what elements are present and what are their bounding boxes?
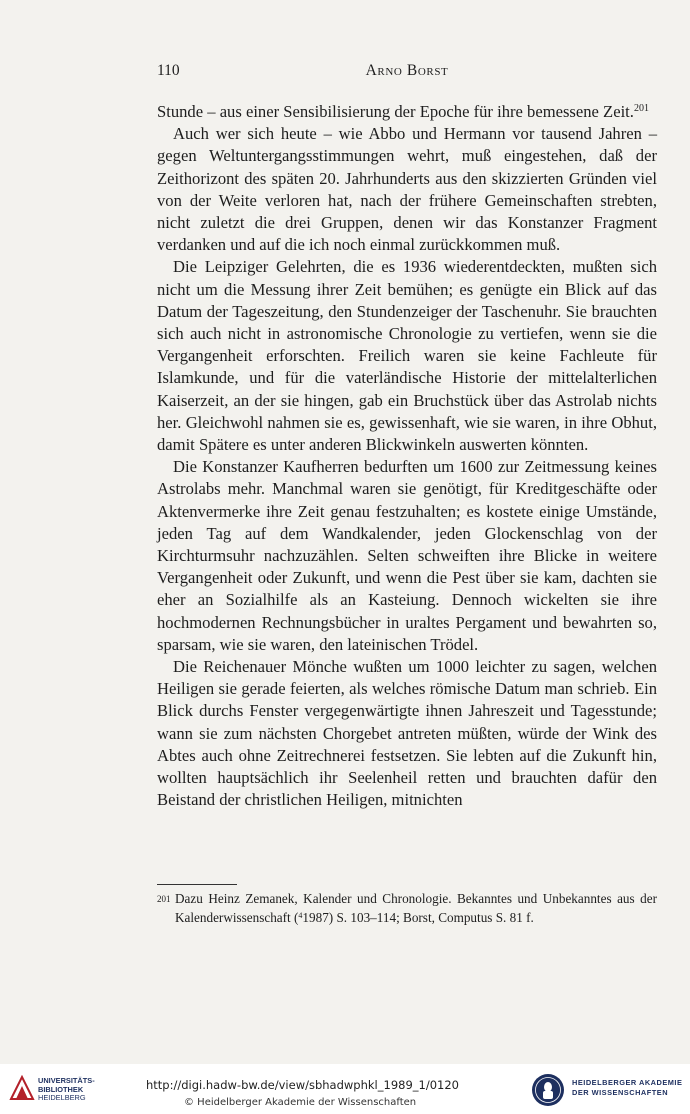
paragraph-2: Auch wer sich heute – wie Abbo und Hermann vor tausend Jahren – gegen Weltuntergangsstimmungen wehrt, muß eingestehen, daß der Zeithorizont des späten 20. Jahrhunderts aus den skizzierten Gründen viel von der Weite verloren hat, nach der frühere Gemeinschaften strebten, nicht zuletzt die drei Gruppen, denen wir das Konstanzer Fragment verdanken und auf die ich noch einmal zurückkommen muß.: [157, 124, 657, 255]
footnote-number: 201: [157, 894, 171, 904]
paragraph-1: Stunde – aus einer Sensibilisierung der Epoche für ihre bemessene Zeit.$^{201}$: [157, 102, 649, 121]
main-text: [157, 101, 657, 812]
academy-seal-icon[interactable]: [531, 1073, 565, 1107]
university-library-logo-icon[interactable]: [9, 1075, 35, 1101]
footnote-edition: 4: [298, 910, 303, 920]
footnote-divider: [157, 884, 237, 885]
footnote-text: Dazu Heinz Zemanek, Kalender und Chronologie. Bekanntes und Unbekanntes aus der Kalenderwissenschaft ($^4$1987) S. 103–114; Borst, Computus S. 81 f.: [175, 891, 657, 925]
page-number: 110: [157, 62, 180, 79]
digitization-footer: [0, 1064, 690, 1114]
copyright-notice: © Heidelberger Akademie der Wissenschaften: [184, 1097, 417, 1108]
university-library-name[interactable]: UNIVERSITÄTS- BIBLIOTHEK HEIDELBERG: [38, 1076, 95, 1102]
paragraph-4: Die Konstanzer Kaufherren bedurften um 1600 zur Zeitmessung keines Astrolabs mehr. Manchmal waren sie genötigt, für Kreditgeschäfte oder Aktenvermerke ihre Zeit genau festzuhalten; es kostete einige Umstände, jeden Tag auf dem Wandkalender, jeden Glockenschlag von der Kirchturmsuhr nachzuzählen. Selten schweiften ihre Blicke in weitere Vergangenheit oder Zukunft, und wenn die Pest über sie kam, dachten sie eher an Sozialhilfe als an Kasteiung. Dennoch wickelten sie ihre hochmodernen Rechnungsbücher in uraltes Pergament und bewahrten so, sparsam, wie sie waren, den lateinischen Trödel.: [157, 457, 657, 654]
footnote-reference: 201: [633, 103, 649, 114]
paragraph-5: Die Reichenauer Mönche wußten um 1000 leichter zu sagen, welchen Heiligen sie gerade feierten, als welches römische Datum man schrieb. Ein Blick durchs Fenster vergegenwärtigte ihnen Jahreszeit und Tagesstunde; wann sie zum nächsten Chorgebet antreten müßten, würde der Wink des Abtes auch ohne Zeitrechnerei festsetzen. Sie lebten auf die Zukunft hin, wollten hauptsächlich ihr Seelenheil retten und brauchten dafür den Beistand der christlichen Heiligen, mitnichten: [157, 657, 657, 810]
footnote: [157, 890, 657, 927]
paragraph-3: Die Leipziger Gelehrten, die es 1936 wiederentdeckten, mußten sich nicht um die Messung ihrer Zeit bemühen; es genügte ein Blick auf das Datum der Tageszeitung, den Stundenzeiger der Taschenuhr. Sie brauchten sich auch nicht in astronomische Chronologie zu vertiefen, wenn sie die Vergangenheit erforschten. Freilich waren sie keine Fachleute für Islamkunde, und für die vaterländische Historie der mittelalterlichen Kaiserzeit, an der sie hingen, gab ein Bruchstück über das Astrolab nichts her. Gleichwohl nahmen sie es, gewissenhaft, wie sie waren, in ihre Obhut, damit Spätere es unter anderen Blickwinkeln auswerten könnten.: [157, 257, 657, 455]
running-head-author: Arno Borst: [365, 62, 449, 79]
source-url-link[interactable]: http://digi.hadw-bw.de/view/sbhadwphkl_1989_1/0120: [146, 1078, 459, 1092]
running-header: [157, 62, 657, 82]
academy-name[interactable]: HEIDELBERGER AKADEMIE DER WISSENSCHAFTEN: [572, 1078, 683, 1097]
